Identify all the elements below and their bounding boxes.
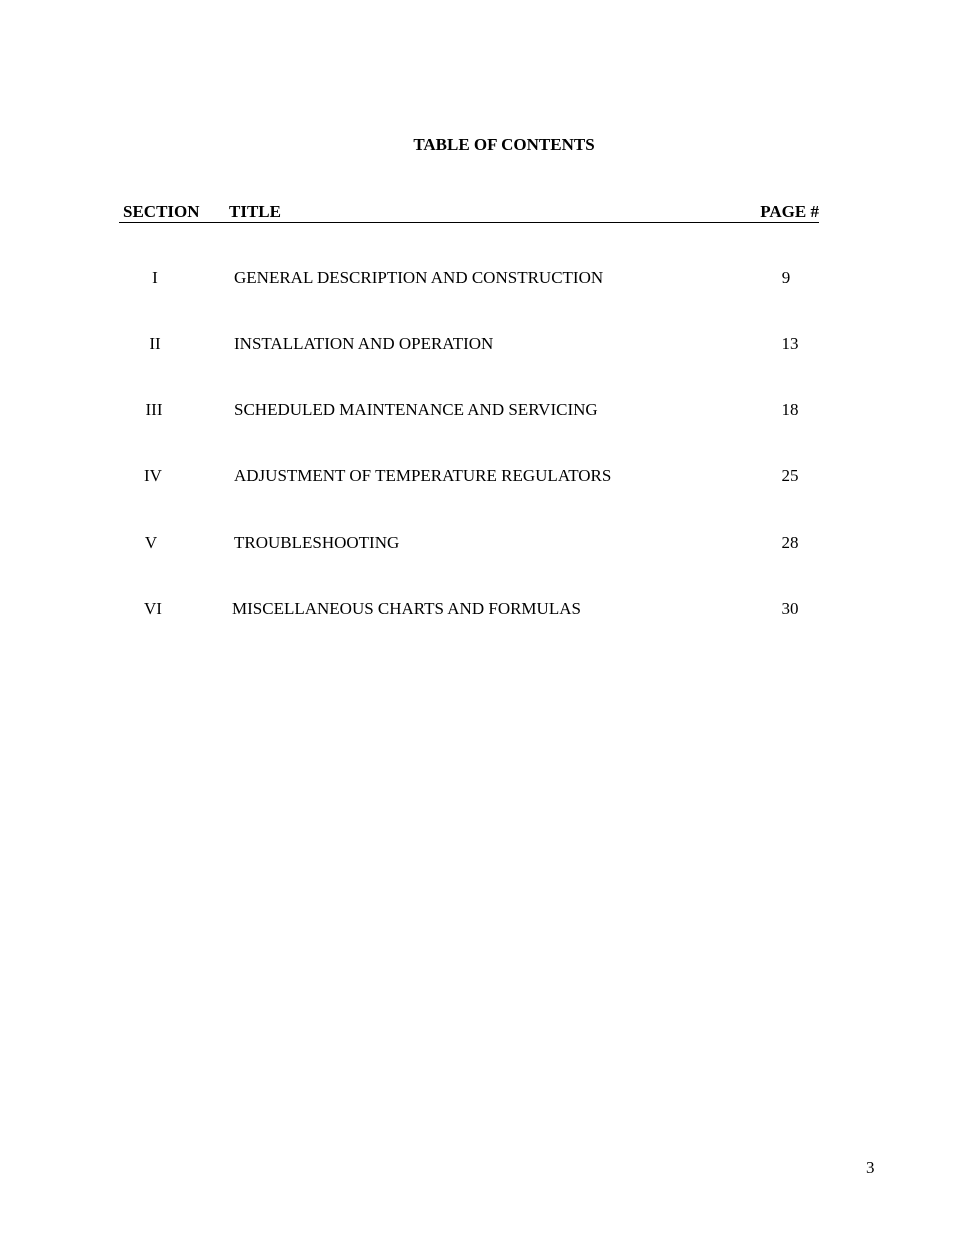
- toc-entry-section: III: [145, 400, 163, 419]
- toc-entry-6: [0, 599, 954, 621]
- toc-entry-2: [0, 334, 954, 356]
- toc-entry-page: 9: [781, 268, 791, 287]
- toc-entry-title: ADJUSTMENT OF TEMPERATURE REGULATORS: [234, 466, 612, 485]
- toc-entry-page: 28: [781, 533, 799, 552]
- toc-entry-section: V: [144, 533, 158, 552]
- toc-entry-page: 25: [781, 466, 799, 485]
- toc-entry-5: [0, 533, 954, 555]
- toc-entry-3: [0, 400, 954, 422]
- toc-entry-page: 30: [781, 599, 799, 618]
- toc-header-row: [119, 202, 819, 223]
- toc-entry-title: TROUBLESHOOTING: [234, 533, 400, 552]
- toc-entry-section: VI: [144, 599, 162, 618]
- header-title: TITLE: [229, 202, 281, 221]
- toc-entry-4: [0, 466, 954, 488]
- header-page: PAGE #: [760, 202, 819, 221]
- toc-entry-title: INSTALLATION AND OPERATION: [234, 334, 494, 353]
- toc-entry-section: I: [152, 268, 158, 287]
- toc-entry-section: IV: [144, 466, 162, 485]
- page-number: 3: [866, 1158, 875, 1177]
- page-title: TABLE OF CONTENTS: [413, 135, 595, 154]
- toc-entry-section: II: [149, 334, 161, 353]
- toc-entry-title: GENERAL DESCRIPTION AND CONSTRUCTION: [234, 268, 604, 287]
- toc-entry-1: [0, 268, 954, 290]
- toc-entry-page: 13: [781, 334, 799, 353]
- header-section: SECTION: [123, 202, 200, 221]
- toc-entry-page: 18: [781, 400, 799, 419]
- toc-entry-title: MISCELLANEOUS CHARTS AND FORMULAS: [232, 599, 581, 618]
- toc-entry-title: SCHEDULED MAINTENANCE AND SERVICING: [234, 400, 598, 419]
